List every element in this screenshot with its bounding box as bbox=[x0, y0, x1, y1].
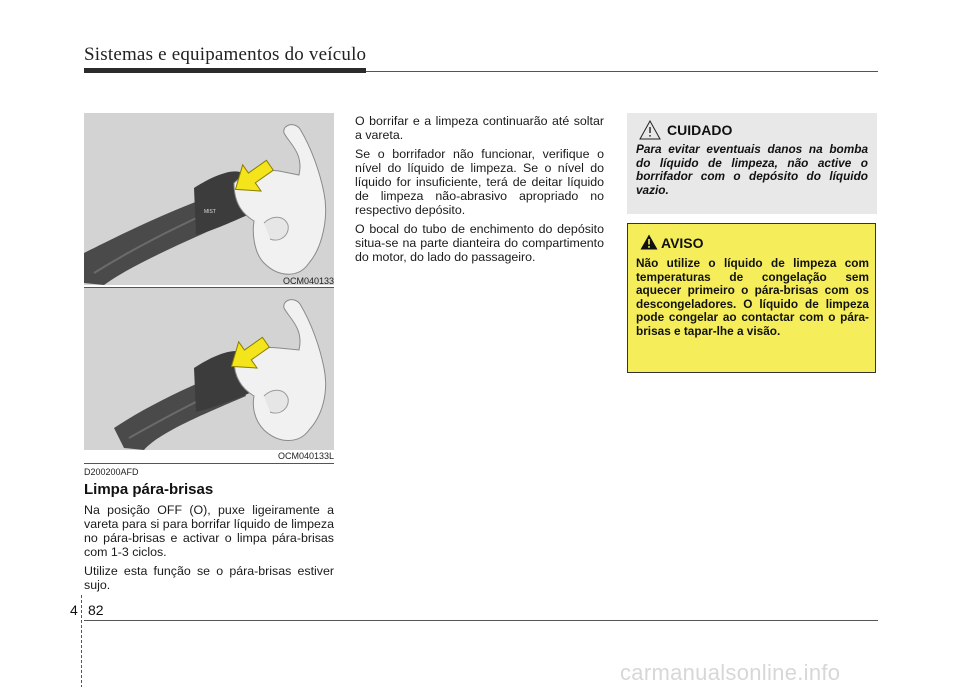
svg-text:MIST: MIST bbox=[204, 209, 216, 215]
page-number: 82 bbox=[88, 602, 104, 618]
figure-b-image bbox=[84, 288, 334, 450]
warning-text: Não utilize o líquido de limpeza com temperaturas de congelação sem aquecer primeiro o pára-brisas com os descongeladores. O líquido de limpeza pode congelar ao contactar com o pára-brisas e tapar-lhe a visão. bbox=[636, 256, 869, 338]
warning-title: AVISO bbox=[661, 235, 704, 251]
middle-paragraph-1: O borrifar e a limpeza continuarão até soltar a vareta. bbox=[355, 114, 604, 142]
middle-paragraph-3: O bocal do tubo de enchimento do depósito situa-se na parte dianteira do compartimento do motor, do lado do passageiro. bbox=[355, 222, 604, 264]
middle-body bbox=[355, 114, 604, 269]
left-paragraph-2: Utilize esta função se o pára-brisas estiver sujo. bbox=[84, 564, 334, 592]
caution-text: Para evitar eventuais danos na bomba do líquido de limpeza, não active o borrifador com o depósito do líquido vazio. bbox=[636, 142, 868, 197]
caution-box bbox=[627, 113, 877, 214]
left-body bbox=[84, 503, 334, 597]
page-header-title: Sistemas e equipamentos do veículo bbox=[84, 44, 367, 65]
left-paragraph-1: Na posição OFF (O), puxe ligeiramente a vareta para si para borrifar líquido de limpeza no pára-brisas e activar o limpa pára-brisas com 1-3 ciclos. bbox=[84, 503, 334, 559]
caution-triangle-icon bbox=[639, 120, 661, 140]
header-rule bbox=[366, 71, 878, 72]
figure-a-code: OCM040133 bbox=[282, 276, 334, 286]
figure-b-rule bbox=[84, 463, 334, 464]
footer-dashed-line bbox=[81, 595, 82, 687]
caution-title: CUIDADO bbox=[667, 122, 733, 138]
warning-box bbox=[627, 223, 876, 373]
middle-paragraph-2: Se o borrifador não funcionar, verifique o nível do líquido de limpeza. Se o nível do líquido for insuficiente, terá de deitar líquido de limpeza não-abrasivo apropriado no respectivo depósito. bbox=[355, 147, 604, 217]
section-title: Limpa pára-brisas bbox=[84, 481, 214, 498]
watermark: carmanualsonline.info bbox=[620, 660, 841, 685]
figure-b-code: OCM040133L bbox=[277, 451, 334, 461]
footer-rule bbox=[84, 620, 878, 621]
section-code: D200200AFD bbox=[84, 467, 139, 477]
header-bar bbox=[84, 68, 366, 73]
figure-a-image bbox=[84, 113, 334, 285]
warning-triangle-icon bbox=[640, 234, 658, 250]
page-chapter: 4 bbox=[70, 602, 78, 618]
